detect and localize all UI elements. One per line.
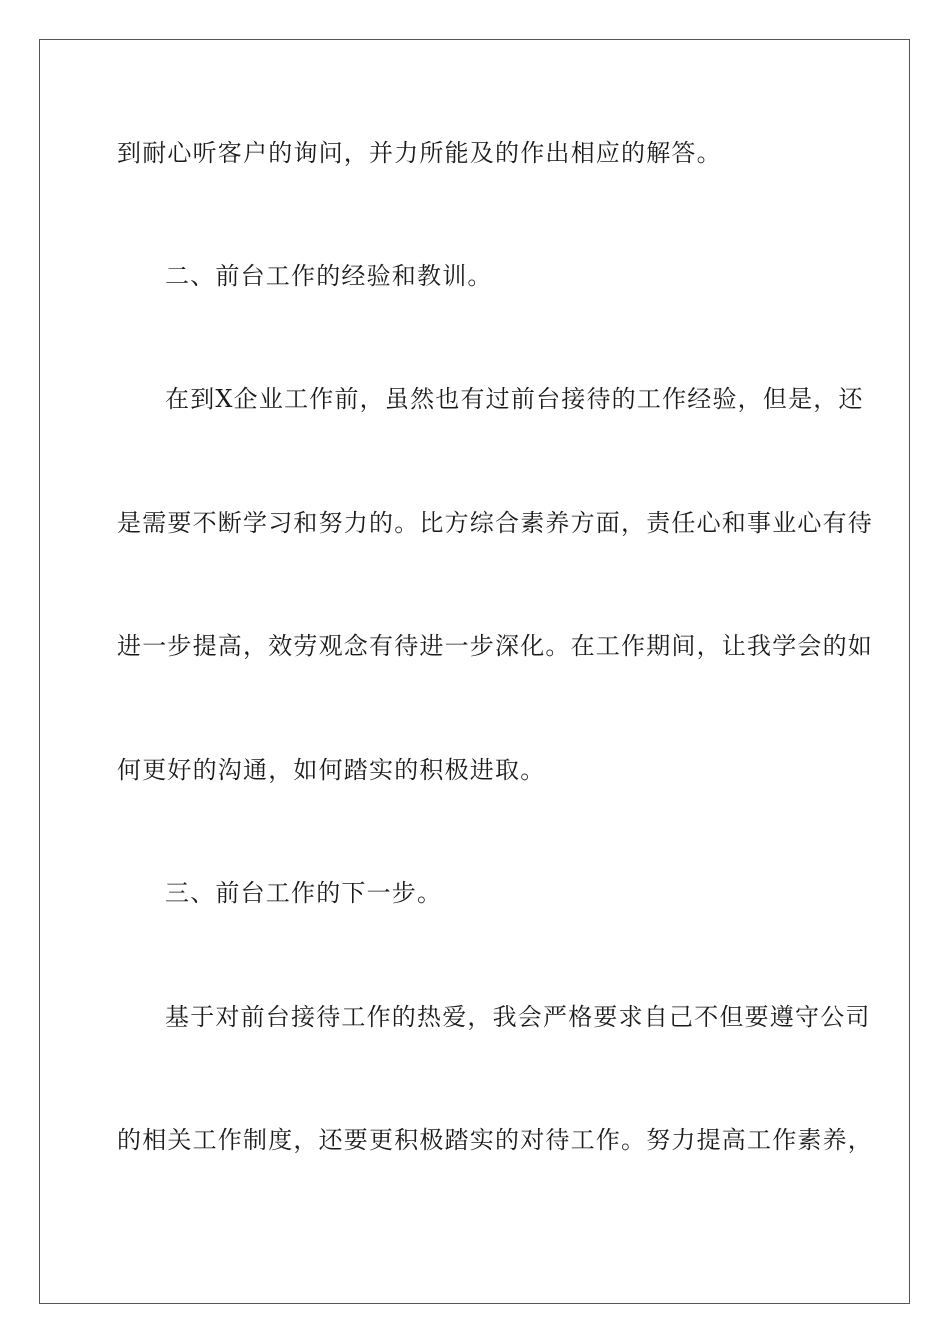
section-heading: 二、前台工作的经验和教训。 <box>165 262 493 290</box>
paragraph-line: 到耐心听客户的询问，并力所能及的作出相应的解答。 <box>117 139 722 167</box>
paragraph-line: 基于对前台接待工作的热爱，我会严格要求自己不但要遵守公司 <box>165 1003 871 1031</box>
paragraph-line: 在到X企业工作前，虽然也有过前台接待的工作经验，但是，还 <box>165 385 864 413</box>
section-heading: 三、前台工作的下一步。 <box>165 879 443 907</box>
paragraph-line: 进一步提高，效劳观念有待进一步深化。在工作期间，让我学会的如 <box>117 632 873 660</box>
paragraph-line: 是需要不断学习和努力的。比方综合素养方面，责任心和事业心有待 <box>117 509 873 537</box>
paragraph-line: 的相关工作制度，还要更积极踏实的对待工作。努力提高工作素养， <box>117 1126 873 1154</box>
page-border <box>39 39 910 1304</box>
paragraph-line: 何更好的沟通，如何踏实的积极进取。 <box>117 756 546 784</box>
